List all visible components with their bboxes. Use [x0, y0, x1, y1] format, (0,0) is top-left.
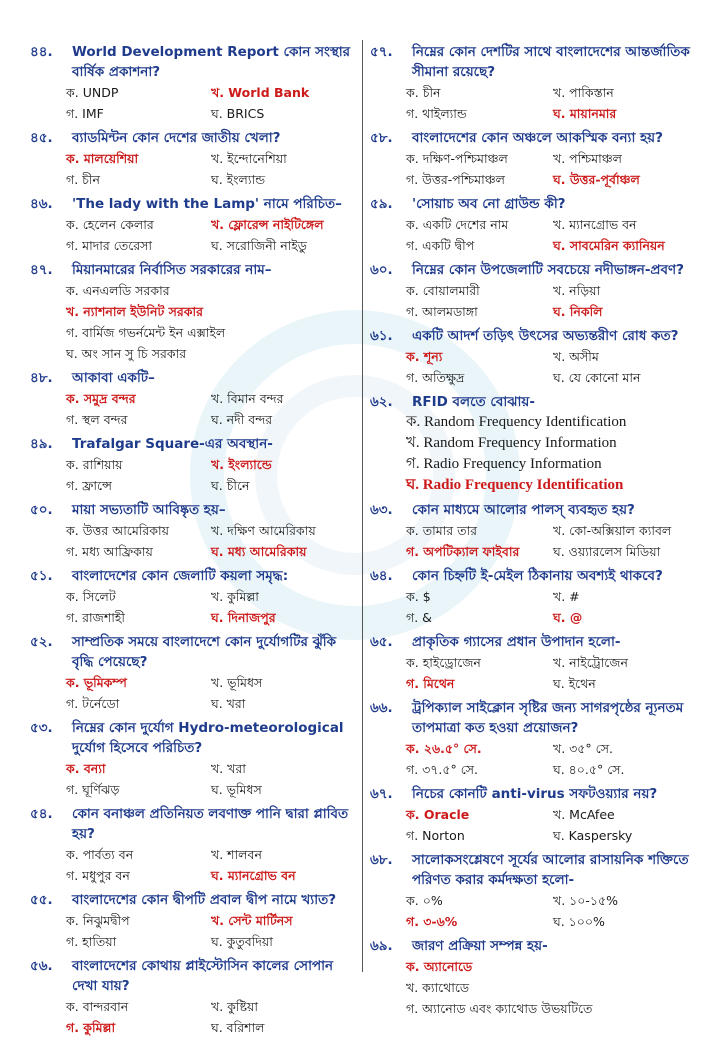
option: খ. অসীম: [553, 349, 599, 364]
option: খ. ইন্দোনেশিয়া: [211, 151, 287, 166]
question-number: ৪৮.: [30, 370, 53, 386]
question-block: [370, 194, 700, 256]
option: ঘ. ইথেন: [553, 676, 596, 691]
option-correct: ঘ. ম্যানগ্রোভ বন: [211, 868, 296, 883]
option-list: [30, 910, 356, 952]
question-block: [30, 804, 356, 886]
option: ক. বোয়ালমারী: [406, 283, 480, 298]
option: ঘ. BRICS: [211, 106, 265, 121]
option: গ. Radio Frequency Information: [406, 456, 602, 472]
option-list: [370, 890, 700, 932]
question-block: [30, 632, 356, 714]
question-text: কোন চিহ্নটি ই-মেইল ঠিকানায় অবশ্যই থাকবে?: [412, 568, 663, 584]
option: খ. কো-অক্সিয়াল ক্যাবল: [553, 523, 672, 538]
option-list: [30, 758, 356, 800]
option-list: [370, 412, 700, 496]
question-block: [30, 890, 356, 952]
option: গ. চীন: [66, 172, 100, 187]
question-text: বাংলাদেশের কোন জেলাটি কয়লা সমৃদ্ধ:: [72, 568, 289, 584]
question-number: ৬৯.: [370, 938, 393, 954]
option-list: [30, 454, 356, 496]
option-correct: ক. অ্যানোডে: [406, 959, 473, 974]
option-correct: খ. World Bank: [211, 85, 310, 100]
question-number: ৪৯.: [30, 436, 53, 452]
left-question-column: [30, 42, 356, 1042]
question-line: [30, 566, 356, 586]
option-list: [370, 346, 700, 388]
question-text: জারণ প্রক্রিয়া সম্পন্ন হয়-: [412, 938, 548, 954]
question-block: [30, 566, 356, 628]
question-line: [370, 260, 700, 280]
option: খ. কুষ্টিয়া: [211, 999, 258, 1014]
question-line: [370, 784, 700, 804]
option-correct: ঘ. নিকলি: [553, 304, 603, 319]
option-correct: ক. Oracle: [406, 807, 470, 822]
question-number: ৬০.: [370, 262, 393, 278]
question-line: [370, 128, 700, 148]
option-correct: ক. বন্যা: [66, 761, 106, 776]
question-number: ৫০.: [30, 502, 53, 518]
question-line: [370, 42, 700, 82]
option: গ. ৩৭.৫° সে.: [406, 762, 479, 777]
option: ক. $: [406, 589, 431, 604]
question-block: [370, 326, 700, 388]
option-list: [30, 214, 356, 256]
option: ঘ. অং সান সু চি সরকার: [66, 346, 187, 361]
option: গ. রাজশাহী: [66, 610, 125, 625]
question-line: [370, 698, 700, 738]
question-number: ৬৭.: [370, 786, 393, 802]
option: ক. হেলেন কেলার: [66, 217, 154, 232]
option: ঘ. খরা: [211, 696, 246, 711]
option-correct: গ. ৩-৬%: [406, 914, 458, 929]
question-block: [30, 434, 356, 496]
option: খ. পাকিস্তান: [553, 85, 614, 100]
option: ক. হাইড্রোজেন: [406, 655, 481, 670]
option: গ. উত্তর-পশ্চিমাঞ্চল: [406, 172, 505, 187]
question-block: [30, 500, 356, 562]
question-number: ৬৫.: [370, 634, 393, 650]
option-list: [30, 148, 356, 190]
option: খ. Random Frequency Information: [406, 435, 617, 451]
option-correct: ক. ভূমিকম্প: [66, 675, 127, 690]
option: ঘ. বরিশাল: [211, 1020, 265, 1035]
option: ঘ. কুতুবদিয়া: [211, 934, 273, 949]
column-divider: [362, 40, 363, 972]
question-block: [30, 42, 356, 124]
question-block: [370, 566, 700, 628]
question-text: Trafalgar Square-এর অবস্থান-: [72, 436, 273, 452]
question-block: [30, 956, 356, 1038]
option-list: [30, 388, 356, 430]
option: ঘ. যে কোনো মান: [553, 370, 641, 385]
question-line: [370, 392, 700, 412]
question-line: [370, 936, 700, 956]
option: খ. ৩৫° সে.: [553, 741, 613, 756]
question-line: [370, 500, 700, 520]
option: গ. থাইল্যান্ড: [406, 106, 467, 121]
option: গ. বার্মিজ গভর্নমেন্ট ইন এক্সাইল: [66, 325, 226, 340]
option: ঘ. Kaspersky: [553, 828, 633, 843]
option: গ. ফ্রান্সে: [66, 478, 112, 493]
option-list: [30, 844, 356, 886]
question-number: ৫৬.: [30, 958, 53, 974]
option-list: [30, 996, 356, 1038]
option: ক. UNDP: [66, 85, 119, 100]
question-number: ৬৩.: [370, 502, 393, 518]
question-number: ৬২.: [370, 394, 393, 410]
question-line: [30, 632, 356, 672]
question-block: [370, 128, 700, 190]
option: ক. সিলেট: [66, 589, 116, 604]
option: খ. পশ্চিমাঞ্চল: [553, 151, 622, 166]
option-list: [370, 520, 700, 562]
option-list: [370, 738, 700, 780]
question-block: [370, 260, 700, 322]
question-line: [30, 368, 356, 388]
question-number: ৫৩.: [30, 720, 53, 736]
option: খ. ম্যানগ্রোভ বন: [553, 217, 637, 232]
question-line: [30, 956, 356, 996]
option: খ. খরা: [211, 761, 246, 776]
option-correct: গ. অপটিক্যাল ফাইবার: [406, 544, 520, 559]
question-block: [370, 698, 700, 780]
question-block: [30, 194, 356, 256]
question-number: ৪৪.: [30, 44, 53, 60]
option-list: [370, 280, 700, 322]
option: ঘ. ৪০.৫° সে.: [553, 762, 625, 777]
option: গ. মাদার তেরেসা: [66, 238, 152, 253]
question-block: [30, 718, 356, 800]
question-number: ৫৮.: [370, 130, 393, 146]
option-list: [370, 804, 700, 846]
option: গ. অ্যানোড এবং ক্যাথোড উভয়টিতে: [406, 1001, 593, 1016]
question-line: [30, 260, 356, 280]
option: গ. টর্নেডো: [66, 696, 120, 711]
question-line: [30, 890, 356, 910]
question-text: বাংলাদেশের কোথায় প্লাইস্টোসিন কালের সোপান দেখা যায়?: [72, 958, 334, 994]
question-text: একটি আদর্শ তড়িৎ উৎসের অভ্যন্তরীণ রোধ কত?: [412, 328, 679, 344]
option-list: [30, 82, 356, 124]
question-text: মিয়ানমারের নির্বাসিত সরকারের নাম–: [72, 262, 272, 278]
question-text: আকাবা একটি–: [72, 370, 155, 386]
option: ক. একটি দেশের নাম: [406, 217, 509, 232]
question-number: ৪৭.: [30, 262, 53, 278]
option: খ. ১০-১৫%: [553, 893, 619, 908]
question-number: ৬৬.: [370, 700, 393, 716]
question-text: ব্যাডমিন্টন কোন দেশের জাতীয় খেলা?: [72, 130, 281, 146]
question-line: [30, 128, 356, 148]
option-correct: ঘ. দিনাজপুর: [211, 610, 276, 625]
question-line: [370, 850, 700, 890]
option: গ. মধ্য আফ্রিকায়: [66, 544, 153, 559]
question-number: ৫৫.: [30, 892, 53, 908]
option: ক. পার্বত্য বন: [66, 847, 134, 862]
question-block: [370, 42, 700, 124]
option: ক. ০%: [406, 893, 443, 908]
option: ক. বান্দরবান: [66, 999, 129, 1014]
option-list: [30, 520, 356, 562]
option: ঘ. নদী বন্দর: [211, 412, 273, 427]
option-list: [30, 672, 356, 714]
option-correct: ঘ. মায়ানমার: [553, 106, 617, 121]
option: খ. কুমিল্লা: [211, 589, 259, 604]
option: গ. একটি দ্বীপ: [406, 238, 475, 253]
question-line: [30, 434, 356, 454]
option-correct: গ. কুমিল্লা: [66, 1020, 116, 1035]
question-number: ৫৪.: [30, 806, 53, 822]
option: ক. দক্ষিণ-পশ্চিমাঞ্চল: [406, 151, 508, 166]
question-text: বাংলাদেশের কোন দ্বীপটি প্রবাল দ্বীপ নামে খ্যাত?: [72, 892, 337, 908]
question-number: ৪৫.: [30, 130, 53, 146]
option: খ. ভূমিধস: [211, 675, 263, 690]
option: ঘ. সরোজিনী নাইডু: [211, 238, 308, 253]
question-text: নিম্নের কোন উপজেলাটি সবচেয়ে নদীভাঙ্গন-প্রবণ?: [412, 262, 685, 278]
question-line: [30, 500, 356, 520]
option: খ. শালবন: [211, 847, 262, 862]
option-correct: ক. ২৬.৫° সে.: [406, 741, 482, 756]
question-text: প্রাকৃতিক গ্যাসের প্রধান উপাদান হলো-: [412, 634, 621, 650]
question-number: ৫৭.: [370, 44, 393, 60]
option-correct: খ. ন্যাশনাল ইউনিট সরকার: [66, 304, 203, 319]
option: ঘ. ওয়্যারলেস মিডিয়া: [553, 544, 661, 559]
question-block: [370, 392, 700, 496]
question-line: [30, 804, 356, 844]
option-correct: গ. মিথেন: [406, 676, 455, 691]
question-number: ৫২.: [30, 634, 53, 650]
question-line: [370, 566, 700, 586]
option: ক. রাশিয়ায়: [66, 457, 123, 472]
question-block: [30, 128, 356, 190]
option: ঘ. ১০০%: [553, 914, 605, 929]
option: ক. উত্তর আমেরিকায়: [66, 523, 169, 538]
option: গ. অতিক্ষুদ্র: [406, 370, 465, 385]
option-correct: খ. ইংল্যান্ডে: [211, 457, 272, 472]
question-text: নিম্নের কোন দেশটির সাথে বাংলাদেশের আন্তর্জাতিক সীমানা রয়েছে?: [412, 44, 690, 80]
question-text: ট্রপিক্যাল সাইক্লোন সৃষ্টির জন্য সাগরপৃষ্ঠের ন্যূনতম তাপমাত্রা কত হওয়া প্রয়োজন?: [412, 700, 684, 736]
option-list: [370, 956, 700, 1019]
question-block: [370, 632, 700, 694]
option-correct: ঘ. মধ্য আমেরিকায়: [211, 544, 307, 559]
question-block: [370, 500, 700, 562]
option-correct: খ. সেন্ট মার্টিনস: [211, 913, 293, 928]
option: ক. তামার তার: [406, 523, 477, 538]
option: ক. চীন: [406, 85, 441, 100]
question-text: সাম্প্রতিক সময়ে বাংলাদেশে কোন দুর্যোগটির ঝুঁকি বৃদ্ধি পেয়েছে?: [72, 634, 337, 670]
option: খ. #: [553, 589, 580, 604]
question-block: [370, 784, 700, 846]
option-list: [370, 586, 700, 628]
question-line: [30, 42, 356, 82]
option: গ. &: [406, 610, 432, 625]
option-correct: ক. মালয়েশিয়া: [66, 151, 139, 166]
option: গ. ঘূর্ণিঝড়: [66, 782, 120, 797]
option: ক. নিঝুমদ্বীপ: [66, 913, 130, 928]
question-text: 'The lady with the Lamp' নামে পরিচিত–: [72, 196, 342, 212]
question-block: [370, 850, 700, 932]
question-text: কোন মাধ্যমে আলোর পালস্ ব্যবহৃত হয়?: [412, 502, 635, 518]
question-text: সালোকসংশ্লেষণে সূর্যের আলোর রাসায়নিক শক্তিতে পরিণত করার কর্মদক্ষতা হলো-: [412, 852, 689, 888]
option: খ. নড়িয়া: [553, 283, 601, 298]
option: গ. আলমডাঙ্গা: [406, 304, 478, 319]
option: খ. বিমান বন্দর: [211, 391, 284, 406]
question-text: নিম্নের কোন দুর্যোগ Hydro-meteorological দুর্যোগ হিসেবে পরিচিত?: [72, 720, 344, 756]
option-list: [370, 148, 700, 190]
question-text: 'সোয়াচ অব নো গ্রাউন্ড কী?: [412, 196, 566, 212]
option-correct: ঘ. @: [553, 610, 583, 625]
option-list: [30, 586, 356, 628]
option: গ. IMF: [66, 106, 104, 121]
question-number: ৫১.: [30, 568, 53, 584]
option-correct: ঘ. সাবমেরিন ক্যানিয়ন: [553, 238, 665, 253]
option-list: [370, 214, 700, 256]
option-correct: ঘ. Radio Frequency Identification: [406, 477, 624, 493]
question-number: ৬৪.: [370, 568, 393, 584]
question-line: [370, 632, 700, 652]
option: ঘ. চীনে: [211, 478, 250, 493]
option: ক. এনএলডি সরকার: [66, 283, 170, 298]
question-block: [370, 936, 700, 1019]
question-text: বাংলাদেশের কোন অঞ্চলে আকস্মিক বন্যা হয়?: [412, 130, 663, 146]
question-line: [370, 194, 700, 214]
question-number: ৬১.: [370, 328, 393, 344]
question-line: [30, 194, 356, 214]
option-list: [370, 652, 700, 694]
option: খ. ক্যাথোডে: [406, 980, 470, 995]
option-correct: খ. ফ্লোরেন্স নাইটিঙ্গেল: [211, 217, 324, 232]
option: ঘ. ভূমিধস: [211, 782, 262, 797]
option-list: [30, 280, 356, 364]
question-text: World Development Report কোন সংস্থার বার্ষিক প্রকাশনা?: [72, 44, 351, 80]
question-line: [370, 326, 700, 346]
option: গ. মধুপুর বন: [66, 868, 130, 883]
right-question-column: [370, 42, 700, 1023]
question-block: [30, 260, 356, 364]
option: গ. স্থল বন্দর: [66, 412, 128, 427]
option: খ. নাইট্রোজেন: [553, 655, 628, 670]
question-number: ৬৮.: [370, 852, 393, 868]
question-text: কোন বনাঞ্চল প্রতিনিয়ত লবণাক্ত পানি দ্বারা প্লাবিত হয়?: [72, 806, 349, 842]
option: গ. Norton: [406, 828, 465, 843]
question-text: নিচের কোনটি anti-virus সফটওয়্যার নয়?: [412, 786, 658, 802]
question-text: RFID বলতে বোঝায়-: [412, 394, 535, 410]
option-correct: ক. সমুদ্র বন্দর: [66, 391, 136, 406]
question-number: ৫৯.: [370, 196, 393, 212]
option: ক. Random Frequency Identification: [406, 414, 627, 430]
question-line: [30, 718, 356, 758]
option: ঘ. ইংল্যান্ড: [211, 172, 266, 187]
question-number: ৪৬.: [30, 196, 53, 212]
option: গ. হাতিয়া: [66, 934, 117, 949]
option: খ. দক্ষিণ আমেরিকায়: [211, 523, 316, 538]
question-text: মায়া সভ্যতাটি আবিষ্কৃত হয়–: [72, 502, 226, 518]
option-correct: ক. শূন্য: [406, 349, 443, 364]
option-correct: ঘ. উত্তর-পূর্বাঞ্চল: [553, 172, 640, 187]
option: খ. McAfee: [553, 807, 615, 822]
question-block: [30, 368, 356, 430]
option-list: [370, 82, 700, 124]
